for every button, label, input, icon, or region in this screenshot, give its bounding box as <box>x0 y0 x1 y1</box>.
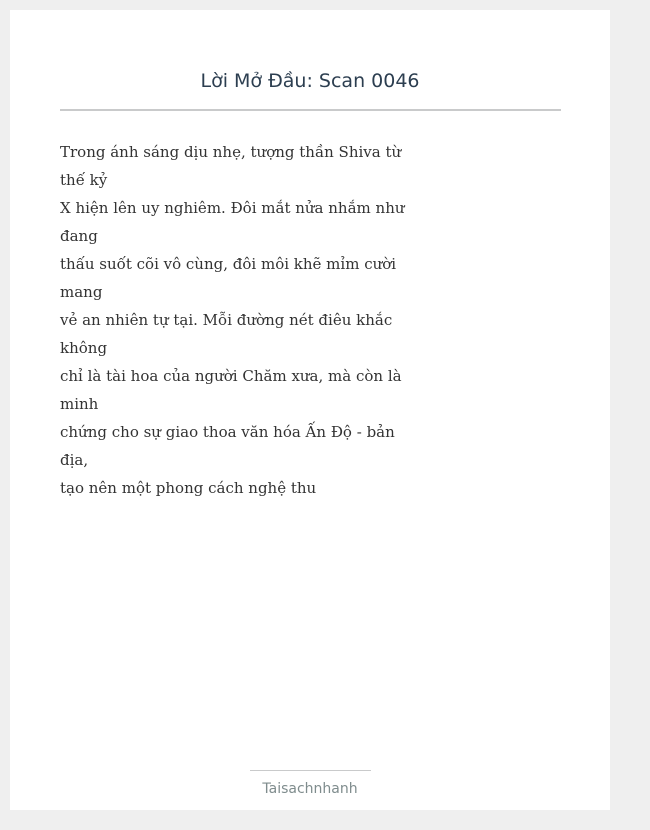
body-line: chứng cho sự giao thoa văn hóa Ấn Độ - bản <box>60 423 395 441</box>
title-divider <box>60 109 561 111</box>
body-line: tạo nên một phong cách nghệ thu <box>60 479 317 497</box>
body-line: chỉ là tài hoa của người Chăm xưa, mà còn là <box>60 367 402 385</box>
body-line: không <box>60 339 108 357</box>
body-line: địa, <box>60 451 89 469</box>
body-line: mang <box>60 283 103 301</box>
body-line: đang <box>60 227 98 245</box>
body-text <box>60 138 405 502</box>
body-line: thấu suốt cõi vô cùng, đôi môi khẽ mỉm cười <box>60 255 397 273</box>
footer-text: Taisachnhanh <box>262 781 358 797</box>
body-line: vẻ an nhiên tự tại. Mỗi đường nét điêu khắc <box>60 311 393 329</box>
body-line: minh <box>60 395 99 413</box>
body-line: X hiện lên uy nghiêm. Đôi mắt nửa nhắm như <box>60 199 405 217</box>
document-page <box>10 10 610 810</box>
footer-divider <box>250 770 371 771</box>
body-line: thế kỷ <box>60 171 108 189</box>
body-line: Trong ánh sáng dịu nhẹ, tượng thần Shiva từ <box>60 143 402 161</box>
page-title: Lời Mở Đầu: Scan 0046 <box>200 70 420 92</box>
